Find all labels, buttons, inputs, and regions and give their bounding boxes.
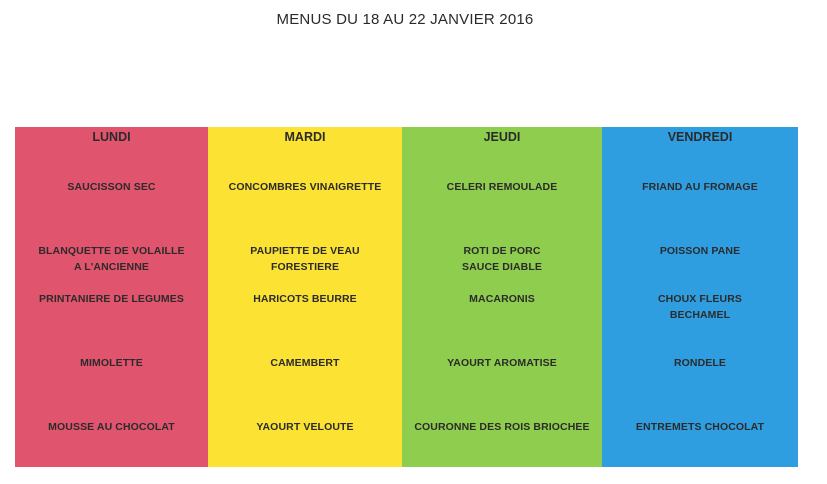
dish-item [208, 243, 402, 275]
dish-line: SAUCISSON SEC [67, 181, 156, 193]
dish-line: RONDELE [673, 357, 727, 369]
dish-item [402, 179, 602, 195]
dish-item [602, 179, 798, 195]
dish-item [602, 355, 798, 371]
dish-line: PRINTANIERE DE LEGUMES [39, 293, 184, 305]
dish-item [402, 419, 602, 435]
dish-item [402, 243, 602, 275]
dish-line: SAUCE DIABLE [462, 261, 542, 273]
dish-item [402, 355, 602, 371]
dish-line: COURONNE DES ROIS BRIOCHEE [414, 421, 590, 433]
dish-item [15, 355, 208, 371]
day-header: MARDI [284, 130, 326, 144]
dish-line: POISSON PANE [659, 245, 741, 257]
dish-line: CELERI REMOULADE [446, 181, 558, 193]
day-header: JEUDI [483, 130, 521, 144]
dish-line: CONCOMBRES VINAIGRETTE [228, 181, 382, 193]
dish-item [602, 291, 798, 323]
column-mardi [208, 127, 402, 467]
dish-line: YAOURT VELOUTE [256, 421, 354, 433]
column-vendredi [602, 127, 798, 467]
dish-item [15, 291, 208, 307]
dish-line: FORESTIERE [270, 261, 340, 273]
dish-line: CAMEMBERT [270, 357, 340, 369]
dish-line: ROTI DE PORC [463, 245, 541, 257]
dish-item [602, 419, 798, 435]
dish-line: A L'ANCIENNE [73, 261, 150, 273]
dish-line: ENTREMETS CHOCOLAT [635, 421, 765, 433]
dish-item [402, 291, 602, 307]
dish-item [602, 243, 798, 259]
day-header: VENDREDI [667, 130, 733, 144]
dish-line: MIMOLETTE [80, 357, 143, 369]
dish-line: BLANQUETTE DE VOLAILLE [38, 245, 185, 257]
dish-line: CHOUX FLEURS [657, 293, 743, 305]
dish-item [208, 355, 402, 371]
page-title: MENUS DU 18 AU 22 JANVIER 2016 [276, 11, 534, 28]
dish-item [15, 419, 208, 435]
dish-line: PAUPIETTE DE VEAU [250, 245, 360, 257]
menu-grid [15, 127, 798, 467]
dish-item [15, 179, 208, 195]
day-header: LUNDI [92, 130, 131, 144]
dish-item [208, 291, 402, 307]
dish-line: MACARONIS [469, 293, 535, 305]
dish-line: HARICOTS BEURRE [253, 293, 357, 305]
dish-line: BECHAMEL [669, 309, 731, 321]
dish-item [208, 419, 402, 435]
column-lundi [15, 127, 208, 467]
dish-line: MOUSSE AU CHOCOLAT [48, 421, 175, 433]
dish-item [208, 179, 402, 195]
dish-line: YAOURT AROMATISE [447, 357, 557, 369]
dish-item [15, 243, 208, 275]
column-jeudi [402, 127, 602, 467]
dish-line: FRIAND AU FROMAGE [642, 181, 758, 193]
